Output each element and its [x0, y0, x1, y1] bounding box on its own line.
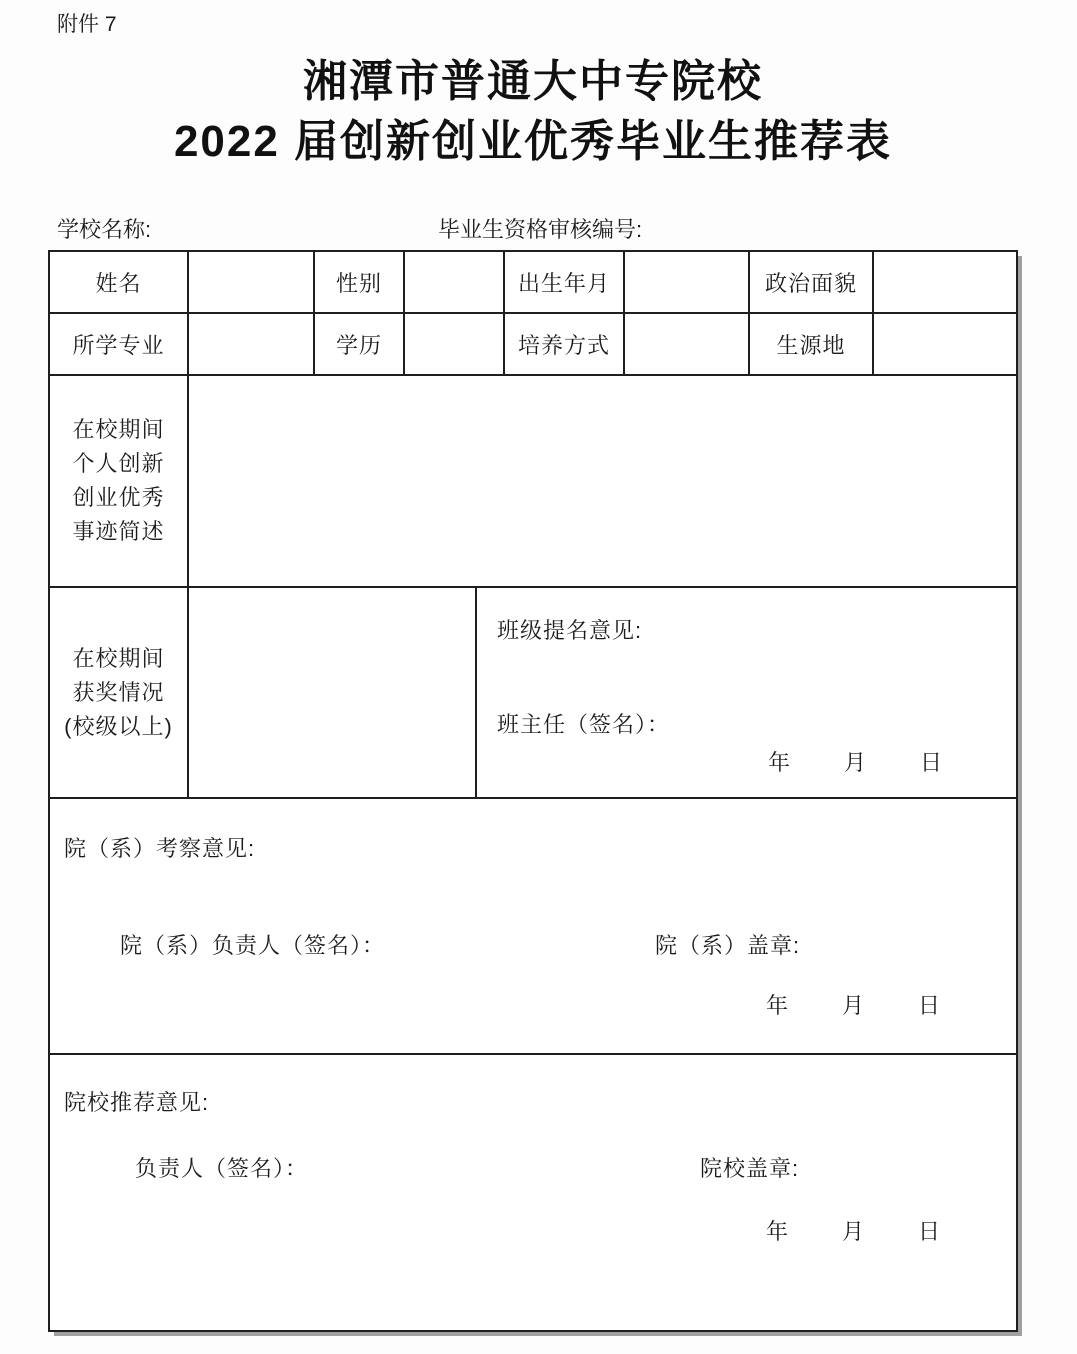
deeds-content-cell [189, 376, 1016, 586]
gender-label: 性别 [315, 252, 405, 312]
date-line [766, 989, 940, 1020]
deeds-section-label [50, 376, 189, 586]
recommendation-table [48, 250, 1018, 1332]
origin-label: 生源地 [750, 314, 874, 374]
year-label: 年 [765, 993, 788, 1018]
awards-label-line: 在校期间 [72, 645, 165, 671]
deeds-label-line: 事迹简述 [72, 519, 165, 544]
table-row [50, 376, 1016, 588]
year-label: 年 [765, 1219, 788, 1244]
deeds-label-line: 个人创新 [72, 451, 165, 476]
year-label: 年 [767, 750, 790, 775]
major-label: 所学专业 [50, 314, 189, 374]
day-label: 日 [917, 993, 940, 1018]
school-recommend-heading: 院校推荐意见: [64, 1090, 210, 1115]
political-status-value-cell [874, 252, 1016, 312]
dept-seal-label: 院（系）盖章: [655, 933, 801, 958]
day-label: 日 [917, 1219, 940, 1244]
name-label: 姓名 [50, 252, 189, 312]
table-row [50, 799, 1016, 1055]
month-label: 月 [841, 993, 864, 1018]
deeds-label-line: 创业优秀 [72, 485, 165, 510]
review-number-label: 毕业生资格审核编号: [438, 217, 643, 242]
class-opinion-cell [477, 588, 1016, 797]
major-value-cell [189, 314, 315, 374]
table-row [50, 1055, 1016, 1330]
school-seal-label: 院校盖章: [700, 1156, 800, 1181]
training-mode-label: 培养方式 [505, 314, 625, 374]
class-opinion-label: 班级提名意见: [497, 618, 643, 643]
title-line-2: 2022 届创新创业优秀毕业生推荐表 [173, 117, 893, 166]
training-mode-value-cell [625, 314, 750, 374]
dept-signature-label: 院（系）负责人（签名）： [120, 933, 386, 958]
name-value-cell [189, 252, 315, 312]
origin-value-cell [874, 314, 1016, 374]
table-row [50, 588, 1016, 799]
awards-label-line: 获奖情况 [72, 679, 165, 705]
dept-review-heading: 院（系）考察意见: [64, 836, 256, 861]
dept-review-cell [50, 799, 1016, 1053]
school-signature-label: 负责人（签名）： [135, 1156, 309, 1181]
awards-label-line: (校级以上) [64, 713, 173, 739]
table-row [50, 252, 1016, 314]
title-line-1: 湘潭市普通大中专院校 [303, 57, 763, 106]
table-row [50, 314, 1016, 376]
school-recommend-cell [50, 1055, 1016, 1330]
month-label: 月 [843, 750, 866, 775]
education-value-cell [405, 314, 505, 374]
month-label: 月 [841, 1219, 864, 1244]
date-line [766, 1215, 940, 1246]
birthdate-value-cell [625, 252, 750, 312]
political-status-label: 政治面貌 [750, 252, 874, 312]
gender-value-cell [405, 252, 505, 312]
awards-section-label [50, 588, 189, 797]
document-title [48, 52, 1018, 172]
date-line [768, 746, 942, 777]
day-label: 日 [919, 750, 942, 775]
awards-content-cell [189, 588, 477, 797]
birthdate-label: 出生年月 [505, 252, 625, 312]
teacher-signature-label: 班主任（签名）： [497, 712, 671, 737]
school-name-label: 学校名称: [57, 217, 152, 242]
deeds-label-line: 在校期间 [72, 417, 165, 442]
attachment-label: 附件 7 [57, 13, 117, 36]
education-label: 学历 [315, 314, 405, 374]
